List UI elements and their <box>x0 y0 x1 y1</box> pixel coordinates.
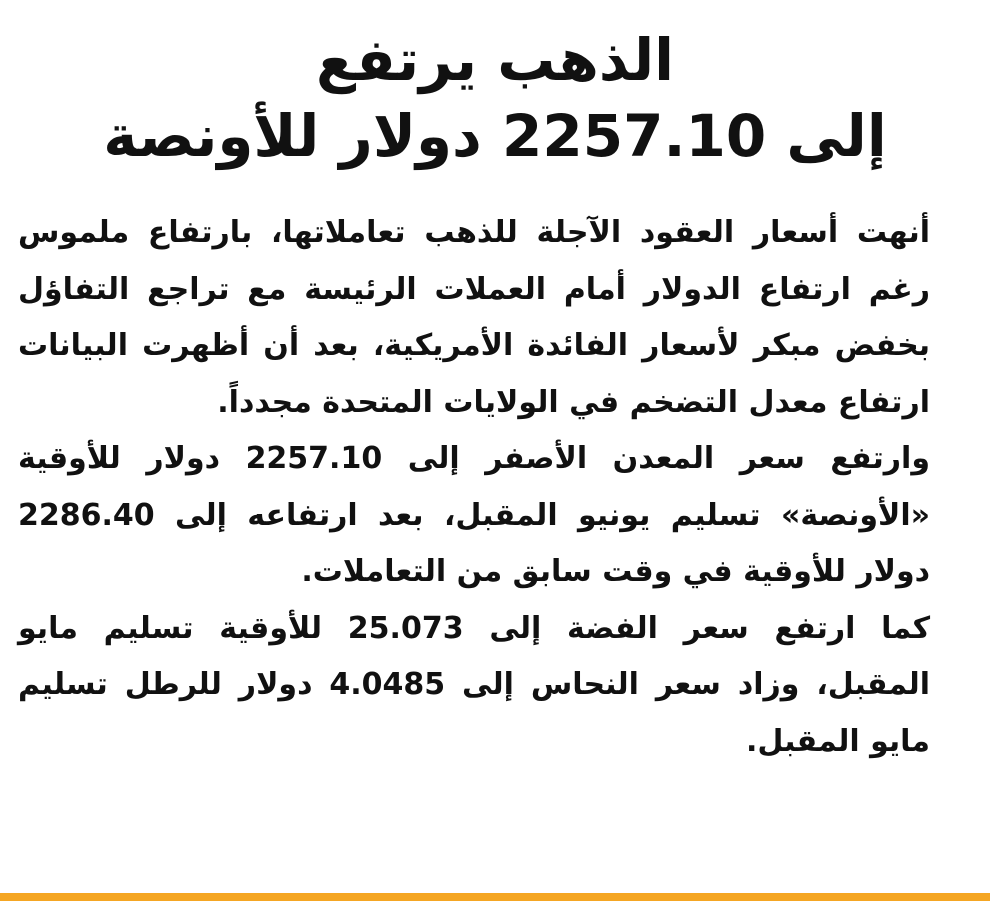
headline-line-1: الذهب يرتفع <box>316 26 674 94</box>
paragraph-1: أنهت أسعار العقود الآجلة للذهب تعاملاتها، بارتفاع ملموس رغم ارتفاع الدولار أمام العملات الرئيسة مع تراجع التفاؤل بخفض مبكر لأسعار الفائدة الأمريكية، بعد أن أظهرت البيانات ارتفاع معدل التضخم في الولايات المتحدة مجدداً. <box>18 215 930 420</box>
article-body <box>18 205 930 770</box>
headline <box>40 22 950 174</box>
headline-line-2: إلى 2257.10 دولار للأونصة <box>103 102 887 170</box>
bottom-accent-rule <box>0 893 990 901</box>
paragraph-3: كما ارتفع سعر الفضة إلى 25.073 للأوقية تسليم مايو المقبل، وزاد سعر النحاس إلى 4.0485 دولار للرطل تسليم مايو المقبل. <box>18 610 931 759</box>
paragraph-2: وارتفع سعر المعدن الأصفر إلى 2257.10 دولار للأوقية «الأونصة» تسليم يونيو المقبل، بعد ارتفاعه إلى 2286.40 دولار للأوقية في وقت سابق من التعاملات. <box>18 441 930 589</box>
